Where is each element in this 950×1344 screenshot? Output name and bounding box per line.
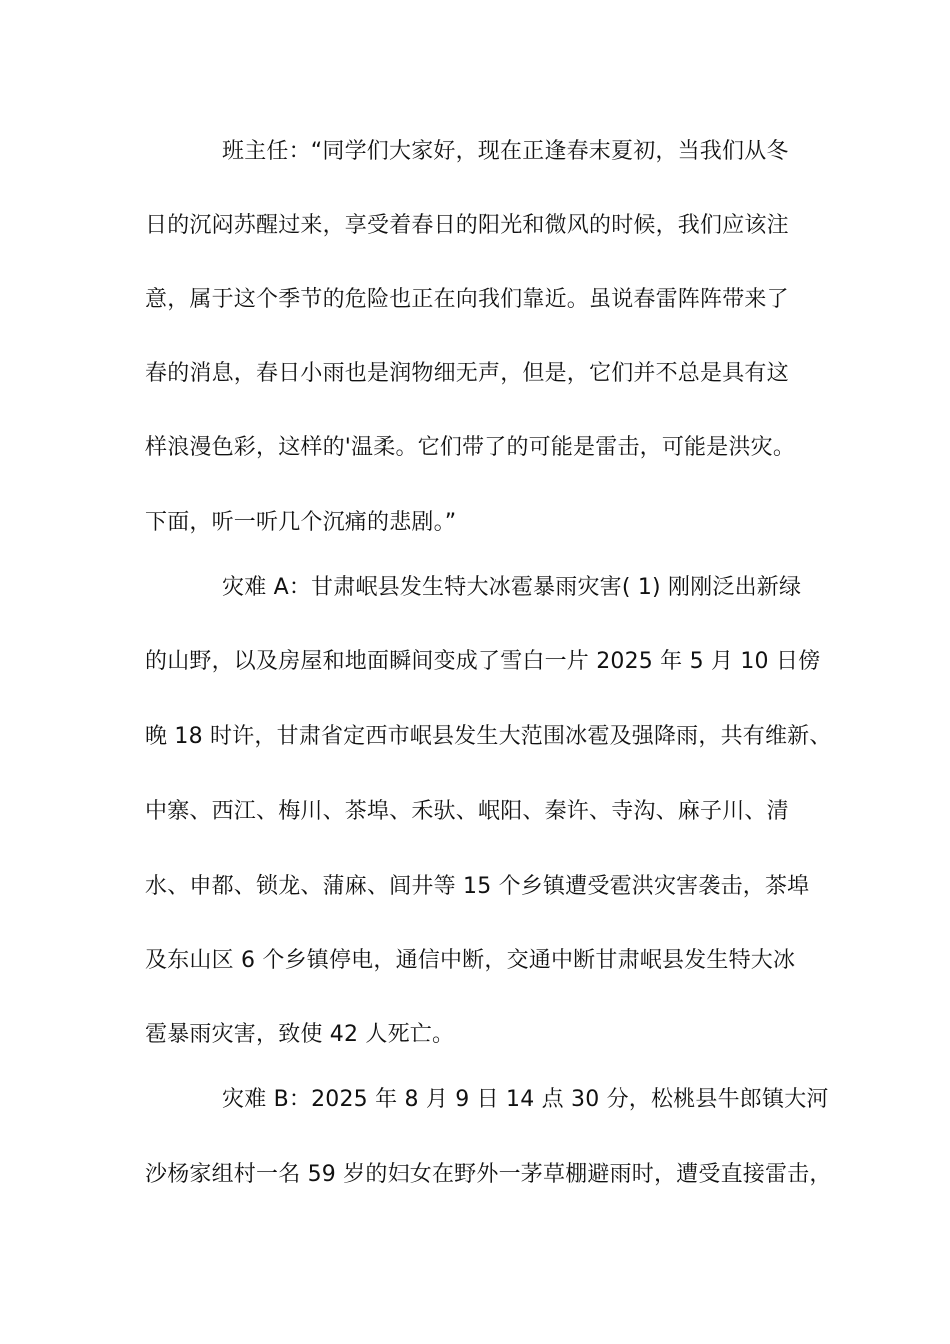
paragraph-line: 灾难 B：2025 年 8 月 9 日 14 点 30 分，松桃县牛郎镇大河 [222, 1087, 829, 1112]
paragraph-line: 意，属于这个季节的危险也正在向我们靠近。虽说春雷阵阵带来了 [145, 287, 789, 312]
paragraph-line: 及东山区 6 个乡镇停电，通信中断，交通中断甘肃岷县发生特大冰 [145, 948, 796, 973]
paragraph-line: 班主任：“同学们大家好，现在正逢春末夏初，当我们从冬 [222, 139, 789, 164]
paragraph-line: 下面，听一听几个沉痛的悲剧。” [145, 510, 457, 535]
paragraph-line: 雹暴雨灾害，致使 42 人死亡。 [145, 1022, 455, 1047]
paragraph-line: 中寨、西江、梅川、茶埠、禾驮、岷阳、秦许、寺沟、麻子川、清 [145, 799, 789, 824]
paragraph-line: 样浪漫色彩，这样的'温柔。它们带了的可能是雷击，可能是洪灾。 [145, 435, 796, 460]
paragraph-line: 灾难 A：甘肃岷县发生特大冰雹暴雨灾害( 1) 刚刚泛出新绿 [222, 575, 802, 600]
paragraph-line: 沙杨家组村一名 59 岁的妇女在野外一茅草棚避雨时，遭受直接雷击， [145, 1162, 832, 1187]
paragraph-line: 晚 18 时许，甘肃省定西市岷县发生大范围冰雹及强降雨，共有维新、 [145, 724, 832, 749]
paragraph-line: 水、申都、锁龙、蒲麻、闾井等 15 个乡镇遭受雹洪灾害袭击，茶埠 [145, 874, 810, 899]
paragraph-line: 日的沉闷苏醒过来，享受着春日的阳光和微风的时候，我们应该注 [145, 213, 789, 238]
paragraph-line: 的山野，以及房屋和地面瞬间变成了雪白一片 2025 年 5 月 10 日傍 [145, 649, 821, 674]
paragraph-line: 春的消息，春日小雨也是润物细无声，但是，它们并不总是具有这 [145, 361, 789, 386]
